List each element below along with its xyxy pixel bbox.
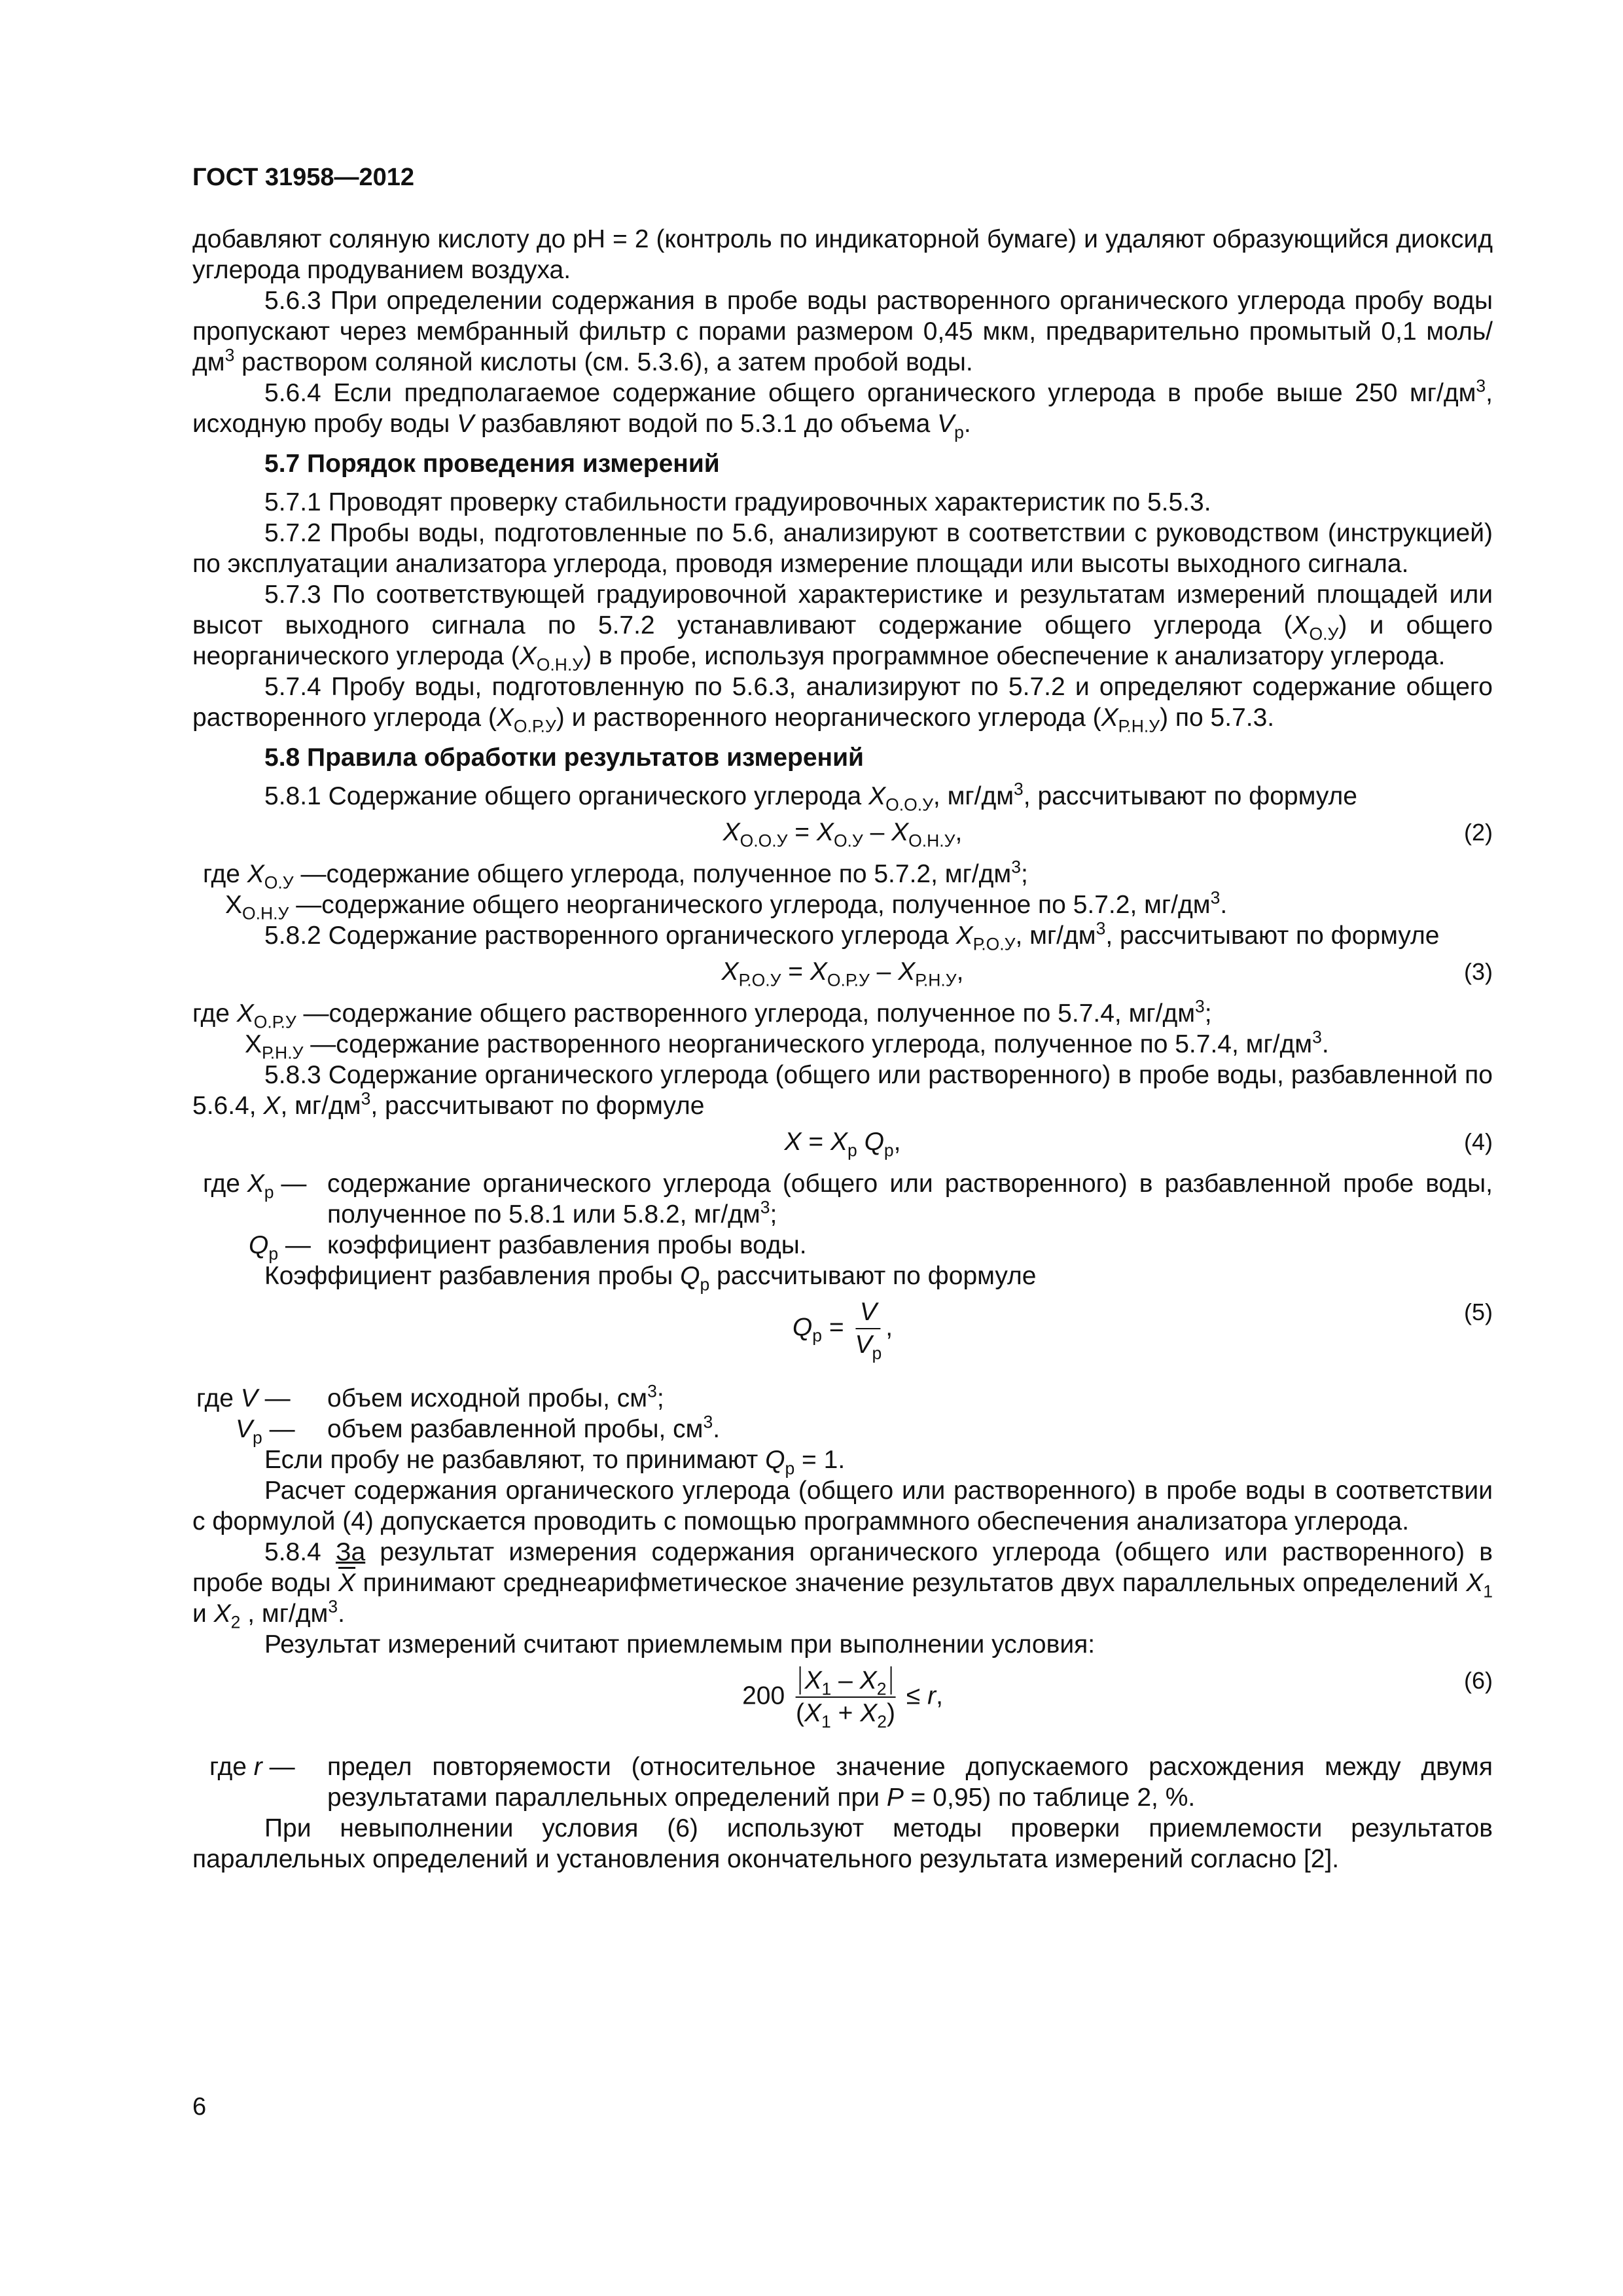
- paragraph-5-8-2: 5.8.2 Содержание растворенного органического углерода $X_{Р.О.У}$, $мг/дм^3$, рассчитывают по формуле: [264, 918, 1440, 954]
- page-body: [192, 224, 1493, 1874]
- where-clause-r: где r — предел повторяемости (относительное значение допускаемого расхождения между двумя результатами параллельных определений при P = 0,95) по таблице 2, %.: [209, 1753, 1493, 1812]
- formula-3-expression: $X_{Р.О.У} = X_{О.Р.У} - X_{Р.Н.У}$,: [721, 958, 964, 990]
- where-clause-x-p: где $X_р$ — содержание органического углерода (общего или растворенного) в разбавленной пробе воды, полученное по 5.8.1 или 5.8.2, $мг/дм^3$;: [203, 1170, 1493, 1229]
- formula-4-expression: $X = X_р$ $Q_р$,: [784, 1128, 901, 1160]
- where-clause-x-o-u: где $X_{О.У}$ — содержание общего углерода, полученное по 5.7.2, $мг/дм^3$;: [203, 857, 1028, 893]
- paragraph-5-8-1: 5.8.1 Содержание общего органического углерода $X_{О.О.У}$, $мг/дм^3$, рассчитывают по формуле: [264, 779, 1357, 815]
- section-heading-5-7: 5.7 Порядок проведения измерений: [264, 450, 720, 478]
- section-heading-5-8: 5.8 Правила обработки результатов измерений: [264, 744, 865, 772]
- formula-3-number: (3): [1464, 958, 1493, 985]
- paragraph-acceptability: Результат измерений считают приемлемым при выполнении условия:: [264, 1630, 1096, 1659]
- formula-5-fraction: $\frac{V}{V_р}$: [855, 1298, 882, 1363]
- paragraph-5-8-4: 5.8.4 За результат измерения содержания органического углерода (общего или растворенного) в пробе воды $\overline{X}$ принимают среднеарифметическое значение результатов двух параллельных определений $X_1$ и $X_2$ , $мг/дм^3$.: [192, 1538, 1493, 1632]
- formula-3: [192, 951, 1493, 998]
- where-clause-x-o-n-u: $X_{О.Н.У}$ — содержание общего неорганического углерода, полученное по 5.7.2, $мг/дм^3$.: [225, 888, 1228, 924]
- paragraph-5-8-3: 5.8.3 Содержание органического углерода (общего или растворенного) в пробе воды, разбавленной по 5.6.4, X, $мг/дм^3$, рассчитывают по формуле: [192, 1061, 1493, 1120]
- paragraph-intro: добавляют соляную кислоту до pH = 2 (контроль по индикаторной бумаге) и удаляют образующийся диоксид углерода продуванием воздуха.: [192, 225, 1493, 284]
- where-clause-q-p: $Q_р$ — коэффициент разбавления пробы воды.: [249, 1231, 807, 1264]
- formula-2: [192, 812, 1493, 859]
- paragraph-non-compliance: При невыполнении условия (6) используют методы проверки приемлемости результатов параллельных определений и установления окончательного результата измерений согласно [2].: [192, 1814, 1493, 1873]
- where-clause-x-r-n-u: $X_{Р.Н.У}$ — содержание растворенного неорганического углерода, полученное по 5.7.4, $мг/дм^3$.: [245, 1027, 1329, 1063]
- paragraph-software-calculation: Расчет содержания органического углерода (общего или растворенного) в пробе воды в соответствии с формулой (4) допускается проводить с помощью программного обеспечения анализатора углерода.: [192, 1477, 1493, 1535]
- document-header: ГОСТ 31958—2012: [192, 164, 415, 191]
- formula-2-number: (2): [1464, 819, 1493, 846]
- paragraph-5-7-4: 5.7.4 Пробу воды, подготовленную по 5.6.3, анализируют по 5.7.2 и определяют содержание общего растворенного углерода $(X_{О.Р.У})$ и растворенного неорганического углерода $(X_{Р.Н.У})$ по 5.7.3.: [192, 673, 1493, 736]
- formula-2-expression: $X_{О.О.У} = X_{О.У} - X_{О.Н.У}$,: [722, 818, 963, 851]
- formula-6-fraction: $\frac{X_1 - X_2}{(X_1 + X_2)}$: [796, 1666, 895, 1732]
- formula-6: [192, 1660, 1493, 1751]
- where-clause-x-o-r-u: где $X_{О.Р.У}$ — содержание общего растворенного углерода, полученное по 5.7.4, $мг/дм^3$;: [192, 996, 1212, 1032]
- formula-6-expression: 200 $\frac{X_1 - X_2}{(X_1 + X_2)}$ ≤ r,: [742, 1666, 943, 1732]
- paragraph-5-7-2: 5.7.2 Пробы воды, подготовленные по 5.6, анализируют в соответствии с руководством (инструкцией) по эксплуатации анализатора углерода, проводя измерение площади или высоты выходного сигнала.: [192, 519, 1493, 578]
- paragraph-5-7-1: 5.7.1 Проводят проверку стабильности градуировочных характеристик по 5.5.3.: [264, 488, 1211, 516]
- paragraph-5-6-4: 5.6.4 Если предполагаемое содержание общего органического углерода в пробе выше 250 $мг/дм^3$, исходную пробу воды V разбавляют водой по 5.3.1 до объема $V_р$.: [192, 376, 1493, 442]
- where-clause-v: где V — объем исходной пробы, $см^3$;: [196, 1381, 664, 1412]
- paragraph-no-dilution: Если пробу не разбавляют, то принимают $Q_р = 1$.: [264, 1446, 846, 1479]
- paragraph-5-6-3: 5.6.3 При определении содержания в пробе воды растворенного органического углерода пробу воды пропускают через мембранный фильтр с порами размером 0,45 мкм, предварительно промытый 0,1 моль/$дм^3$ раствором соляной кислоты (см. 5.3.6), а затем пробой воды.: [192, 287, 1493, 376]
- formula-5-number: (5): [1464, 1299, 1493, 1325]
- where-clause-v-p: $V_р$ — объем разбавленной пробы, $см^3$.: [236, 1412, 721, 1448]
- formula-5-expression: $Q_р$ = $\frac{V}{V_р}$ ,: [792, 1298, 893, 1363]
- formula-4: [192, 1121, 1493, 1168]
- paragraph-dilution-coefficient: Коэффициент разбавления пробы $Q_р$ рассчитывают по формуле: [264, 1262, 1037, 1295]
- page-number: 6: [192, 2093, 207, 2121]
- paragraph-5-7-3: 5.7.3 По соответствующей градуировочной характеристике и результатам измерений площадей или высот выходного сигнала по 5.7.2 устанавливают содержание общего углерода $(X_{О.У})$ и общего неорганического углерода $(X_{О.Н.У})$ в пробе, используя программное обеспечение к анализатору углерода.: [192, 581, 1493, 675]
- formula-6-number: (6): [1464, 1667, 1493, 1694]
- formula-5: [192, 1291, 1493, 1383]
- formula-4-number: (4): [1464, 1128, 1493, 1155]
